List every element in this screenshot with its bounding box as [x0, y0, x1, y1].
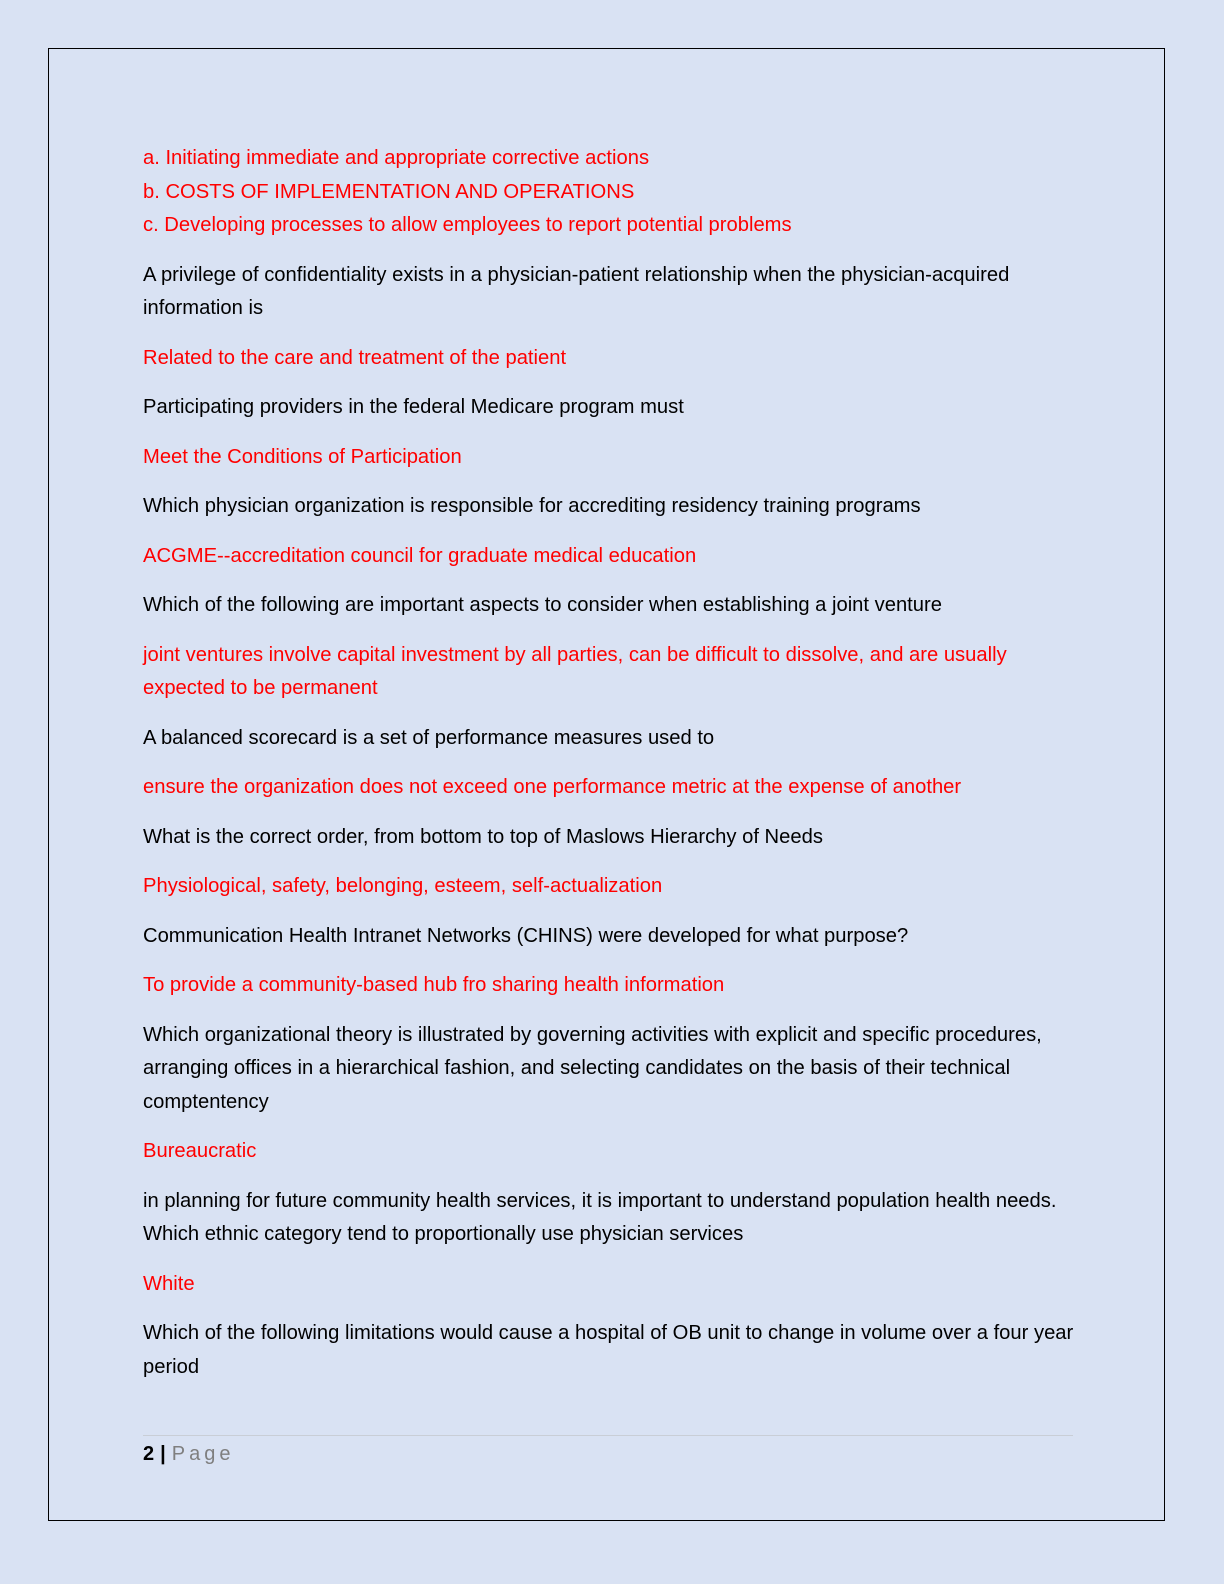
answer-7: To provide a community-based hub fro sharing health information: [143, 974, 725, 996]
answer-4: joint ventures involve capital investment by all parties, can be difficult to dissolve, and are usually expected to be permanent: [143, 643, 1007, 699]
footer-separator: |: [160, 1443, 166, 1465]
document-body: [143, 142, 1078, 1400]
question-9: in planning for future community health services, it is important to understand population health needs. Which ethnic category tend to proportionally use physician services: [143, 1189, 1057, 1245]
answer-6: Physiological, safety, belonging, esteem, self-actualization: [143, 875, 663, 897]
option-b: b. COSTS OF IMPLEMENTATION AND OPERATIONS: [143, 180, 635, 203]
answer-5: ensure the organization does not exceed one performance metric at the expense of another: [143, 776, 962, 798]
question-2: Participating providers in the federal Medicare program must: [143, 396, 684, 418]
answer-2: Meet the Conditions of Participation: [143, 445, 462, 468]
question-3: Which physician organization is responsible for accrediting residency training programs: [143, 495, 921, 517]
answer-3: ACGME--accreditation council for graduate medical education: [143, 544, 697, 567]
answer-9: White: [143, 1272, 195, 1295]
question-1: A privilege of confidentiality exists in a physician-patient relationship when the physician-acquired information is: [143, 263, 1010, 319]
answer-option-list: [143, 142, 1078, 243]
option-c: c. Developing processes to allow employees to report potential problems: [143, 214, 792, 236]
question-5: A balanced scorecard is a set of performance measures used to: [143, 726, 715, 749]
question-8: Which organizational theory is illustrated by governing activities with explicit and specific procedures, arranging offices in a hierarchical fashion, and selecting candidates on the basis of their technical comptentency: [143, 1023, 1042, 1113]
answer-8: Bureaucratic: [143, 1140, 257, 1162]
question-4: Which of the following are important aspects to consider when establishing a joint venture: [143, 594, 942, 616]
question-6: What is the correct order, from bottom to top of Maslows Hierarchy of Needs: [143, 825, 823, 848]
answer-1: Related to the care and treatment of the patient: [143, 346, 567, 369]
question-7: Communication Health Intranet Networks (CHINS) were developed for what purpose?: [143, 924, 909, 947]
page-footer: [143, 1440, 234, 1468]
option-a: a. Initiating immediate and appropriate corrective actions: [143, 147, 650, 169]
page-label: Page: [171, 1443, 235, 1465]
question-10: Which of the following limitations would cause a hospital of OB unit to change in volume over a four year period: [143, 1322, 1074, 1378]
footer-divider: [143, 1435, 1073, 1436]
page-number: 2: [143, 1443, 155, 1465]
